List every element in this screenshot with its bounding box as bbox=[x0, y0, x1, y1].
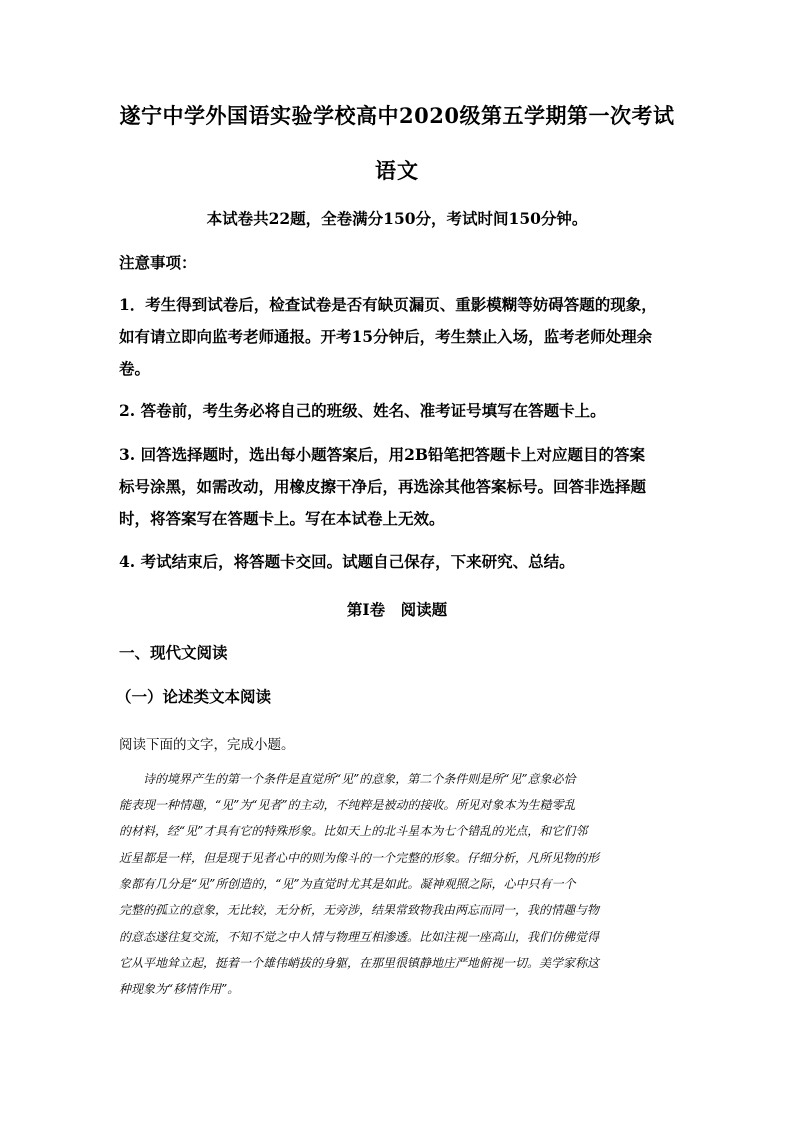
note-item-3-line-1: 3. 回答选择题时，选出每小题答案后，用2B铅笔把答题卡上对应题目的答案 bbox=[119, 445, 645, 464]
volume-heading: 第Ⅰ卷 阅读题 bbox=[346, 600, 448, 619]
passage-line-4: 近星都是一样，但是现于见者心中的则为像斗的一个完整的形象。仔细分析，凡所见物的形 bbox=[119, 851, 600, 865]
subsection-heading: （一）论述类文本阅读 bbox=[116, 687, 272, 706]
passage-line-3: 的材料，经“见”才具有它的特殊形象。比如天上的北斗星本为七个错乱的光点，和它们邻 bbox=[119, 824, 588, 838]
passage-line-2: 能表现一种情趣，“见”为“见者”的主动，不纯粹是被动的接收。所见对象本为生糙零乱 bbox=[119, 798, 576, 812]
passage-line-6: 完整的孤立的意象，无比较，无分析，无旁涉，结果常致物我由两忘而同一，我的情趣与物 bbox=[119, 903, 600, 917]
note-item-3-line-3: 时，将答案写在答题卡上。写在本试卷上无效。 bbox=[119, 509, 445, 528]
note-item-1-line-1: 1．考生得到试卷后，检查试卷是否有缺页漏页、重影模糊等妨碍答题的现象， bbox=[119, 295, 657, 314]
passage-line-7: 的意态遂往复交流，不知不觉之中人情与物理互相渗透。比如注视一座高山，我们仿佛觉得 bbox=[119, 930, 600, 944]
note-item-4: 4. 考试结束后，将答题卡交回。试题自己保存，下来研究、总结。 bbox=[119, 552, 575, 571]
subject-title: 语文 bbox=[375, 158, 419, 183]
passage-line-5: 象都有几分是“见”所创造的，“见”为直觉时尤其是如此。凝神观照之际，心中只有一个 bbox=[119, 877, 576, 891]
exam-info: 本试卷共22题，全卷满分150分，考试时间150分钟。 bbox=[206, 209, 588, 228]
passage-line-9: 种现象为“移情作用”。 bbox=[119, 982, 240, 996]
notes-heading: 注意事项： bbox=[119, 253, 197, 272]
passage-line-1: 诗的境界产生的第一个条件是直觉所“见”的意象，第二个条件则是所“见”意象必恰 bbox=[119, 772, 576, 786]
note-item-3-line-2: 标号涂黑，如需改动，用橡皮擦干净后，再选涂其他答案标号。回答非选择题 bbox=[119, 477, 647, 496]
note-item-1-line-2: 如有请立即向监考老师通报。开考15分钟后，考生禁止入场，监考老师处理余 bbox=[119, 327, 653, 346]
section-heading: 一、现代文阅读 bbox=[119, 643, 228, 662]
note-item-1-line-3: 卷。 bbox=[119, 359, 151, 378]
exam-title: 遂宁中学外国语实验学校高中2020级第五学期第一次考试 bbox=[119, 103, 675, 128]
note-item-2: 2. 答卷前，考生务必将自己的班级、姓名、准考证号填写在答题卡上。 bbox=[119, 401, 606, 420]
passage-line-8: 它从平地耸立起，挺着一个雄伟峭拔的身躯，在那里很镇静地庄严地俯视一切。美学家称这 bbox=[119, 956, 600, 970]
reading-instruction: 阅读下面的文字，完成小题。 bbox=[119, 737, 295, 753]
